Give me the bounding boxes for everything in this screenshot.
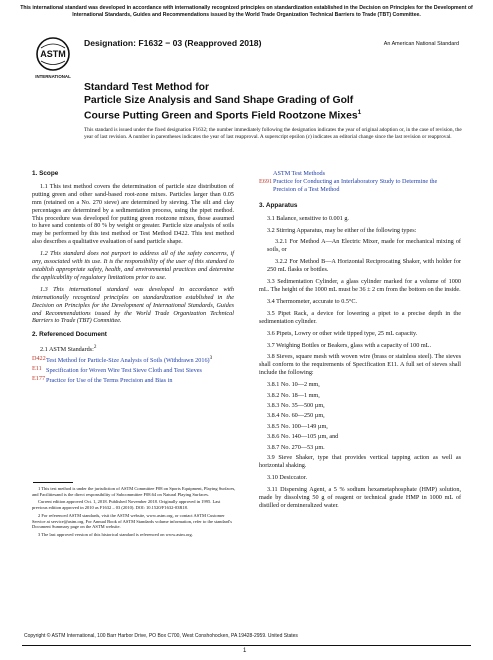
paragraph-3-11: 3.11 Dispersing Agent, a 5 % sodium hexametaphosphate (HMP) solution, made by dissolving 50 g of reagent or technical grade HMP in 1000 mL of distilled or demineralized water. (259, 486, 461, 509)
sieve-item: 3.8.5 No. 100—149 µm, (267, 422, 328, 430)
footnotes (32, 486, 236, 540)
paragraph-3-2-1: 3.2.1 For Method A—An Electric Mixer, made for mechanical mixing of soils, or (267, 238, 461, 254)
sieve-item: 3.8.4 No. 60—250 µm, (267, 412, 325, 420)
reference-item[interactable] (32, 355, 234, 365)
page-number: 1 (243, 648, 247, 654)
paragraph-2-1-text: 2.1 ASTM Standards: (40, 346, 94, 354)
reference-title: Specification for Woven Wire Test Sieve Cloth and Test Sieves (46, 367, 202, 375)
reference-e691[interactable] (259, 178, 461, 194)
reference-title: Test Method for Particle-Size Analysis of Soils (Withdrawn 2016) (46, 357, 210, 365)
footnote-ref-2: 2 (93, 344, 97, 351)
svg-text:ASTM: ASTM (40, 49, 66, 59)
reference-item[interactable] (32, 365, 234, 375)
reference-text-wrap (46, 365, 202, 375)
international-standard-notice: This international standard was developed in accordance with internationally recognized principles on standardization established in the Decision on Principles for the Development of International Standards, Guides and Recommendations issued by the World Trade Organization Technical Barriers to Trade (TBT) Committee. (20, 5, 473, 18)
apparatus-heading: 3. Apparatus (259, 201, 298, 209)
title-line-2: Particle Size Analysis and Sand Shape Grading of Golf (84, 94, 354, 106)
reference-title: Practice for Use of the Terms Precision and Bias in (46, 377, 173, 385)
standard-issuance-note: This standard is issued under the fixed designation F1632; the number immediately following the designation indicates the year of original adoption or, in the case of revision, the year of last revision. A number in parentheses indicates the year of last reapproval. A superscript epsilon (ε) indicates an editorial change since the last revision or reapproval. (84, 127, 462, 140)
scope-heading: 1. Scope (32, 170, 59, 177)
footer-divider (22, 645, 471, 646)
footnote-divider (33, 482, 73, 483)
title-line-3-text: Course Putting Green and Sports Field Rootzone Mixes (84, 110, 358, 122)
paragraph-3-3: 3.3 Sedimentation Cylinder, a glass cylinder marked for a volume of 1000 mL. The height of the 1000 mL must be 36 ± 2 cm from the bottom on the inside. (259, 278, 461, 293)
paragraph-3-6: 3.6 Pipets, Lowry or other wide tipped type, 25 mL capacity. (267, 329, 418, 337)
paragraph-3-7: 3.7 Weighing Bottles or Beakers, glass with a capacity of 100 mL. (267, 341, 432, 349)
footnote-1: 1 This test method is under the jurisdiction of ASTM Committee F08 on Sports Equipment, Playing Surfaces, and Facilitiesand is the direct responsibility of Subcommittee F08.64 on Natural Playing Surfaces. (32, 486, 236, 497)
paragraph-3-9: 3.9 Sieve Shaker, type that provides vertical tapping action as well as horizontal shaking. (259, 454, 461, 470)
paragraph-3-2-2: 3.2.2 For Method B—A Horizontal Reciprocating Shaker, with holder for 250 mL flasks or bottles. (267, 258, 461, 274)
paragraph-3-4: 3.4 Thermometer, accurate to 0.5°C. (267, 297, 358, 305)
footnote-2: 2 For referenced ASTM standards, visit the ASTM website, www.astm.org, or contact ASTM Customer Service at service@astm.org. For Annual Book of ASTM Standards volume information, refer to the standard's Document Summary page on the ASTM website. (32, 512, 232, 530)
copyright-line: Copyright © ASTM International, 100 Barr Harbor Drive, PO Box C700, West Conshohocken, PA 19428-2959. United States (24, 633, 298, 639)
reference-title: Practice for Conducting an Interlaboratory Study to Determine the Precision of a Test Method (273, 177, 438, 193)
title-footnote-ref: 1 (357, 109, 362, 117)
right-column (259, 170, 461, 514)
left-column (32, 170, 234, 385)
paragraph-3-2: 3.2 Stirring Apparatus, may be either of the following types: (267, 226, 417, 234)
paragraph-3-10: 3.10 Desiccator. (267, 474, 308, 482)
american-national-standard-label: An American National Standard (383, 41, 459, 47)
footnote-3: 3 The last approved version of this historical standard is referenced on www.astm.org. (38, 531, 193, 537)
sieve-item: 3.8.2 No. 18—1 mm, (267, 391, 320, 399)
sieve-list (259, 381, 461, 451)
sieve-item: 3.8.3 No. 35—500 µm, (267, 401, 325, 409)
paragraph-3-5: 3.5 Pipet Rack, a device for lowering a pipet to a precise depth in the sedimentation cylinder. (259, 309, 461, 325)
sieve-item: 3.8.6 No. 140—105 µm, and (267, 433, 339, 441)
reference-code: E691 (259, 177, 273, 185)
reference-footnote-ref: 3 (209, 355, 213, 362)
paragraph-3-1: 3.1 Balance, sensitive to 0.001 g. (267, 214, 349, 222)
reference-text-wrap (46, 375, 172, 385)
document-title (84, 82, 454, 123)
svg-text:INTERNATIONAL: INTERNATIONAL (35, 74, 71, 79)
sieve-item: 3.8.7 No. 270—53 µm. (267, 443, 325, 451)
reference-text-wrap (46, 355, 212, 365)
reference-code: E177 (32, 375, 46, 383)
reference-list (32, 355, 234, 385)
title-line-3 (84, 107, 454, 123)
referenced-documents-heading: 2. Referenced Document (32, 331, 107, 339)
title-line-1: Standard Test Method for (84, 82, 210, 93)
astm-logo (33, 36, 73, 80)
reference-code: D422 (32, 355, 46, 363)
paragraph-3-8: 3.8 Sieves, square mesh with woven wire (brass or stainless steel). The sieves shall conform to the requirements of Specification E11. A full set of sieves shall include the following: (259, 353, 461, 377)
footnote-1-edition: Current edition approved Oct. 1, 2018. Published November 2018. Originally approved in 1995. Last previous edition approved in 2010 as F1632 – 03 (2010). DOI: 10.1520/F1632-03R18. (32, 499, 221, 511)
paragraph-1-3: 1.3 This international standard was developed in accordance with internationally recognized principles on standardization established in the Decision on Principles for the Development of International Standards, Guides and Recommendations issued by the World Trade Organization Technical Barriers to Trade (TBT) Committee. (32, 285, 234, 325)
reference-code: E11 (32, 365, 42, 373)
paragraph-1-1: 1.1 This test method covers the determination of particle size distribution of putting green and other sand-based root-zone mixes. Particles larger than 0.05 mm (retained on a No. 270 sieve) are determined by sieving. The silt and clay percentages are determined by a sedimentation process, using the pipet method. This procedure was developed for putting green rootzone mixes, those assumed to have sand contents of 80 % by weight or greater. Particle size analysis of soils may be performed by this test method or Test Method D422. This test method also describes a qualitative evaluation of sand particle shape. (32, 182, 234, 246)
designation: Designation: F1632 − 03 (Reapproved 2018) (84, 38, 262, 48)
reference-item[interactable] (32, 375, 234, 385)
reference-continuation: ASTM Test Methods (273, 170, 326, 177)
paragraph-2-1 (32, 344, 234, 354)
paragraph-1-2: 1.2 This standard does not purport to address all of the safety concerns, if any, associated with its use. It is the responsibility of the user of this standard to establish appropriate safety, health, and environmental practices and determine the applicability of regulatory limitations prior to use. (32, 250, 234, 281)
sieve-item: 3.8.1 No. 10—2 mm, (267, 381, 320, 389)
